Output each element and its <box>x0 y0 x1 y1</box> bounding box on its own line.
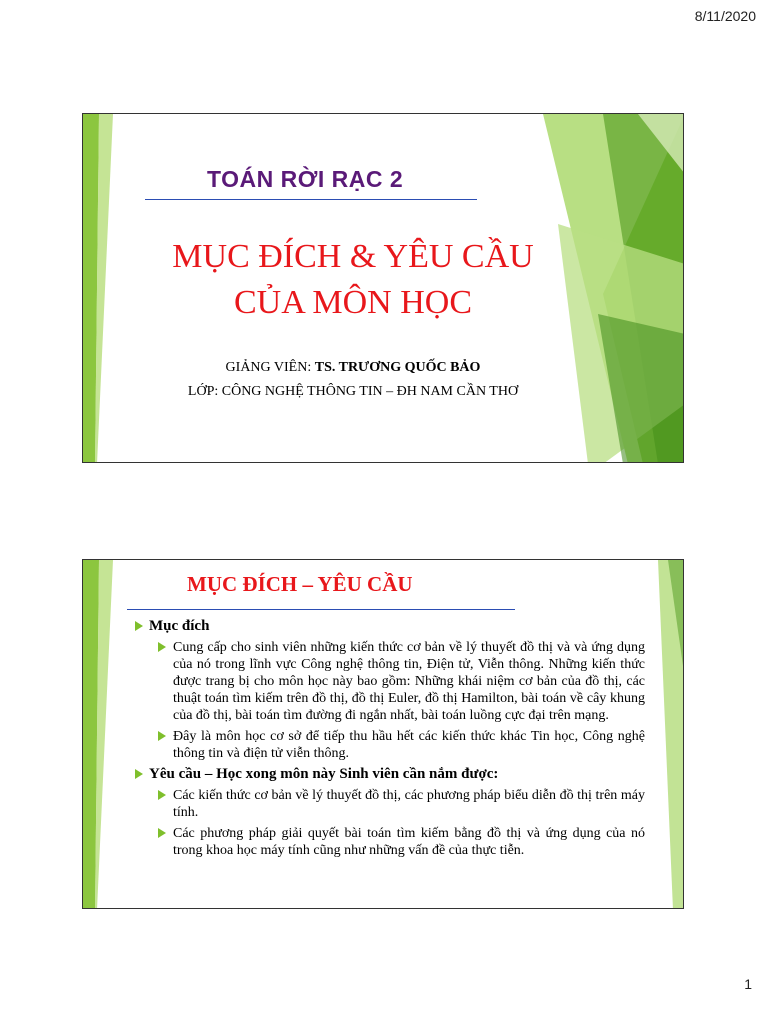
slide-title: MỤC ĐÍCH – YÊU CẦU <box>187 572 413 596</box>
triangle-bullet-icon <box>158 828 166 838</box>
triangle-bullet-icon <box>135 769 143 779</box>
title-underline <box>127 609 515 610</box>
slide-2 <box>82 559 684 909</box>
page-number: 1 <box>744 976 752 992</box>
slide-title-line-2: CỦA MÔN HỌC <box>233 284 473 321</box>
bullet-item: Các phương pháp giải quyết bài toán tìm kiếm bằng đồ thị và ứng dụng của nó trong khoa học máy tính cũng như những vấn đề của thực tiễn. <box>133 825 645 859</box>
course-underline <box>145 199 477 200</box>
triangle-bullet-icon <box>158 642 166 652</box>
bullet-item: Đây là môn học cơ sở để tiếp thu hầu hết các kiến thức khác Tin học, Công nghệ thông tin và điện tử viễn thông. <box>133 728 645 762</box>
lecturer-label: GIẢNG VIÊN: <box>225 360 315 375</box>
triangle-bullet-icon <box>158 731 166 741</box>
slide-title-line-1: MỤC ĐÍCH & YÊU CẦU <box>172 238 534 275</box>
slide-body <box>133 614 645 859</box>
course-name: TOÁN RỜI RẠC 2 <box>207 166 404 192</box>
triangle-bullet-icon <box>158 790 166 800</box>
lecturer-info <box>113 356 593 404</box>
slide-title <box>113 234 593 326</box>
bullet-heading-purpose: Mục đích <box>133 618 645 635</box>
lecturer-name: TS. TRƯƠNG QUỐC BẢO <box>314 360 481 375</box>
bullet-item: Các kiến thức cơ bản về lý thuyết đồ thị, các phương pháp biểu diễn đồ thị trên máy tính. <box>133 787 645 821</box>
slide-1 <box>82 113 684 463</box>
class-line: LỚP: CÔNG NGHỆ THÔNG TIN – ĐH NAM CẦN THƠ <box>187 384 519 399</box>
bullet-heading-requirements: Yêu cầu – Học xong môn này Sinh viên cần nắm được: <box>133 766 645 783</box>
page-date: 8/11/2020 <box>694 8 756 24</box>
lecturer-line <box>113 356 593 380</box>
triangle-bullet-icon <box>135 621 143 631</box>
bullet-item: Cung cấp cho sinh viên những kiến thức cơ bản về lý thuyết đồ thị và và ứng dụng của nó trong lĩnh vực Công nghệ thông tin, Điện tử, Viễn thông. Những kiến thức được trang bị cho môn học này bao gồm: Những khái niệm cơ bản của đồ thị, các thuật toán tìm kiếm trên đồ thị, đồ thị Euler, đồ thị Hamilton, bài toán về cây khung của đồ thị, bài toán tìm đường đi ngắn nhất, bài toán luồng cực đại trên mạng. <box>133 639 645 724</box>
